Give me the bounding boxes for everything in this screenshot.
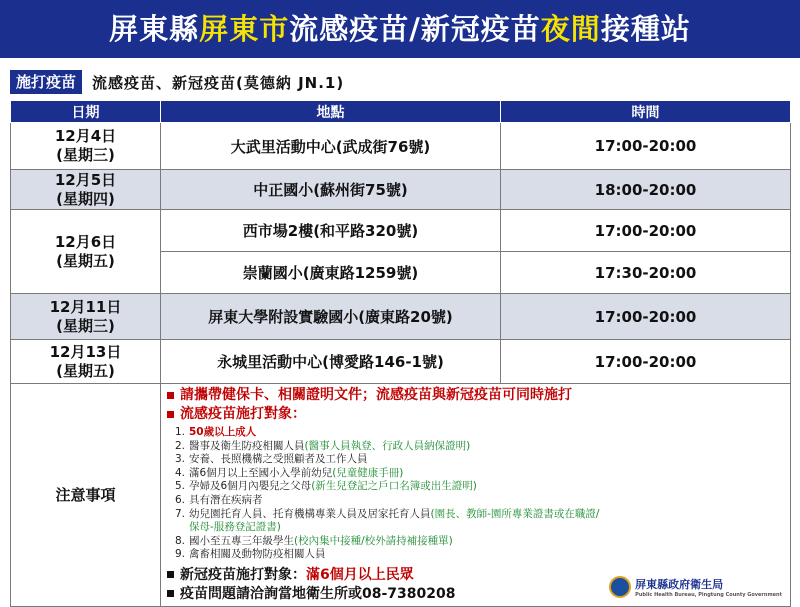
title-county: 屏東縣 [109, 12, 200, 46]
title-station: 接種站 [600, 12, 691, 46]
covid-target: 滿6個月以上民眾 [306, 566, 414, 583]
schedule-table [10, 100, 791, 607]
list-item: 9. 禽畜相關及動物防疫相關人員 [175, 548, 326, 561]
header-date: 日期 [11, 101, 161, 123]
list-item: 8. 國小至五專三年級學生(校內集中接種/校外請持補接種單) [175, 534, 453, 547]
list-item: 2. 醫事及衛生防疫相關人員(醫事人員執登、行政人員納保證明) [175, 439, 471, 452]
time-cell: 17:00-20:00 [501, 210, 791, 252]
table-row [11, 123, 791, 170]
date-cell [11, 294, 161, 340]
header-place: 地點 [161, 101, 501, 123]
list-item: 3. 安養、長照機構之受照顧者及工作人員 [175, 453, 368, 466]
date-cell [11, 170, 161, 210]
date-cell [11, 210, 161, 294]
notes-label: 注意事項 [11, 384, 161, 607]
contact-line: 疫苗問題請洽詢當地衛生所或08-7380208 [167, 585, 784, 604]
date-day: 12月4日 [54, 127, 117, 145]
title-night: 夜間 [540, 12, 601, 46]
flu-target-list [175, 426, 784, 562]
page-title [0, 0, 800, 58]
place-cell: 大武里活動中心(武成街76號) [161, 123, 501, 170]
list-item: 7. 幼兒園托育人員、托育機構專業人員及居家托育人員(園長、教師-園所專業證書或在職證/ [175, 507, 600, 520]
vaccine-label: 施打疫苗 [10, 70, 82, 94]
table-row [11, 294, 791, 340]
logo-english: Public Health Bureau, Pingtung County Government [635, 591, 782, 598]
notes-line-1: 請攜帶健保卡、相關證明文件；流感疫苗與新冠疫苗可同時施打 [167, 386, 784, 405]
time-cell: 17:00-20:00 [501, 123, 791, 170]
date-day: 12月13日 [49, 342, 122, 361]
time-cell: 17:00-20:00 [501, 340, 791, 384]
time-cell: 18:00-20:00 [501, 170, 791, 210]
bullet-icon [167, 411, 174, 418]
date-weekday: (星期四) [56, 189, 115, 208]
covid-heading: 新冠疫苗施打對象：滿6個月以上民眾 [167, 566, 784, 585]
vaccine-info [10, 70, 344, 94]
list-item: 4. 滿6個月以上至國小入學前幼兒(兒童健康手冊) [175, 466, 404, 479]
date-weekday: (星期三) [56, 146, 115, 164]
list-item: 6. 具有潛在疾病者 [175, 493, 263, 506]
date-cell [11, 340, 161, 384]
list-item: 5. 孕婦及6個月內嬰兒之父母(新生兒登記之戶口名簿或出生證明) [175, 480, 477, 493]
place-cell: 屏東大學附設實驗國小(廣東路20號) [161, 294, 501, 340]
header-time: 時間 [501, 101, 791, 123]
table-row [11, 170, 791, 210]
place-cell: 西市場2樓(和平路320號) [161, 210, 501, 252]
place-cell: 中正國小(蘇州街75號) [161, 170, 501, 210]
notes-cell [161, 384, 791, 607]
bullet-icon [167, 590, 174, 597]
time-cell: 17:30-20:00 [501, 252, 791, 294]
bullet-icon [167, 392, 174, 399]
date-cell [11, 123, 161, 170]
date-weekday: (星期五) [56, 361, 115, 380]
list-item: 1. 50歲以上成人 [175, 426, 257, 438]
date-day: 12月11日 [49, 297, 122, 316]
health-bureau-logo [609, 576, 782, 598]
bullet-icon [167, 571, 174, 578]
table-row [11, 210, 791, 252]
list-item: 保母-服務登記證書) [189, 521, 281, 534]
date-day: 12月5日 [54, 170, 117, 189]
title-vaccines: 流感疫苗/新冠疫苗 [289, 12, 541, 46]
notes-row [11, 384, 791, 607]
vaccine-text: 流感疫苗、新冠疫苗(莫德納 JN.1) [92, 73, 345, 92]
time-cell: 17:00-20:00 [501, 294, 791, 340]
date-weekday: (星期五) [56, 251, 115, 270]
date-weekday: (星期三) [56, 316, 115, 335]
place-cell: 崇蘭國小(廣東路1259號) [161, 252, 501, 294]
table-row [11, 340, 791, 384]
table-header-row [11, 101, 791, 123]
title-city: 屏東市 [199, 12, 290, 46]
place-cell: 永城里活動中心(博愛路146-1號) [161, 340, 501, 384]
flu-heading: 流感疫苗施打對象： [167, 405, 784, 424]
seal-icon [609, 576, 631, 598]
logo-name: 屏東縣政府衛生局 [635, 577, 724, 591]
date-day: 12月6日 [54, 232, 117, 251]
